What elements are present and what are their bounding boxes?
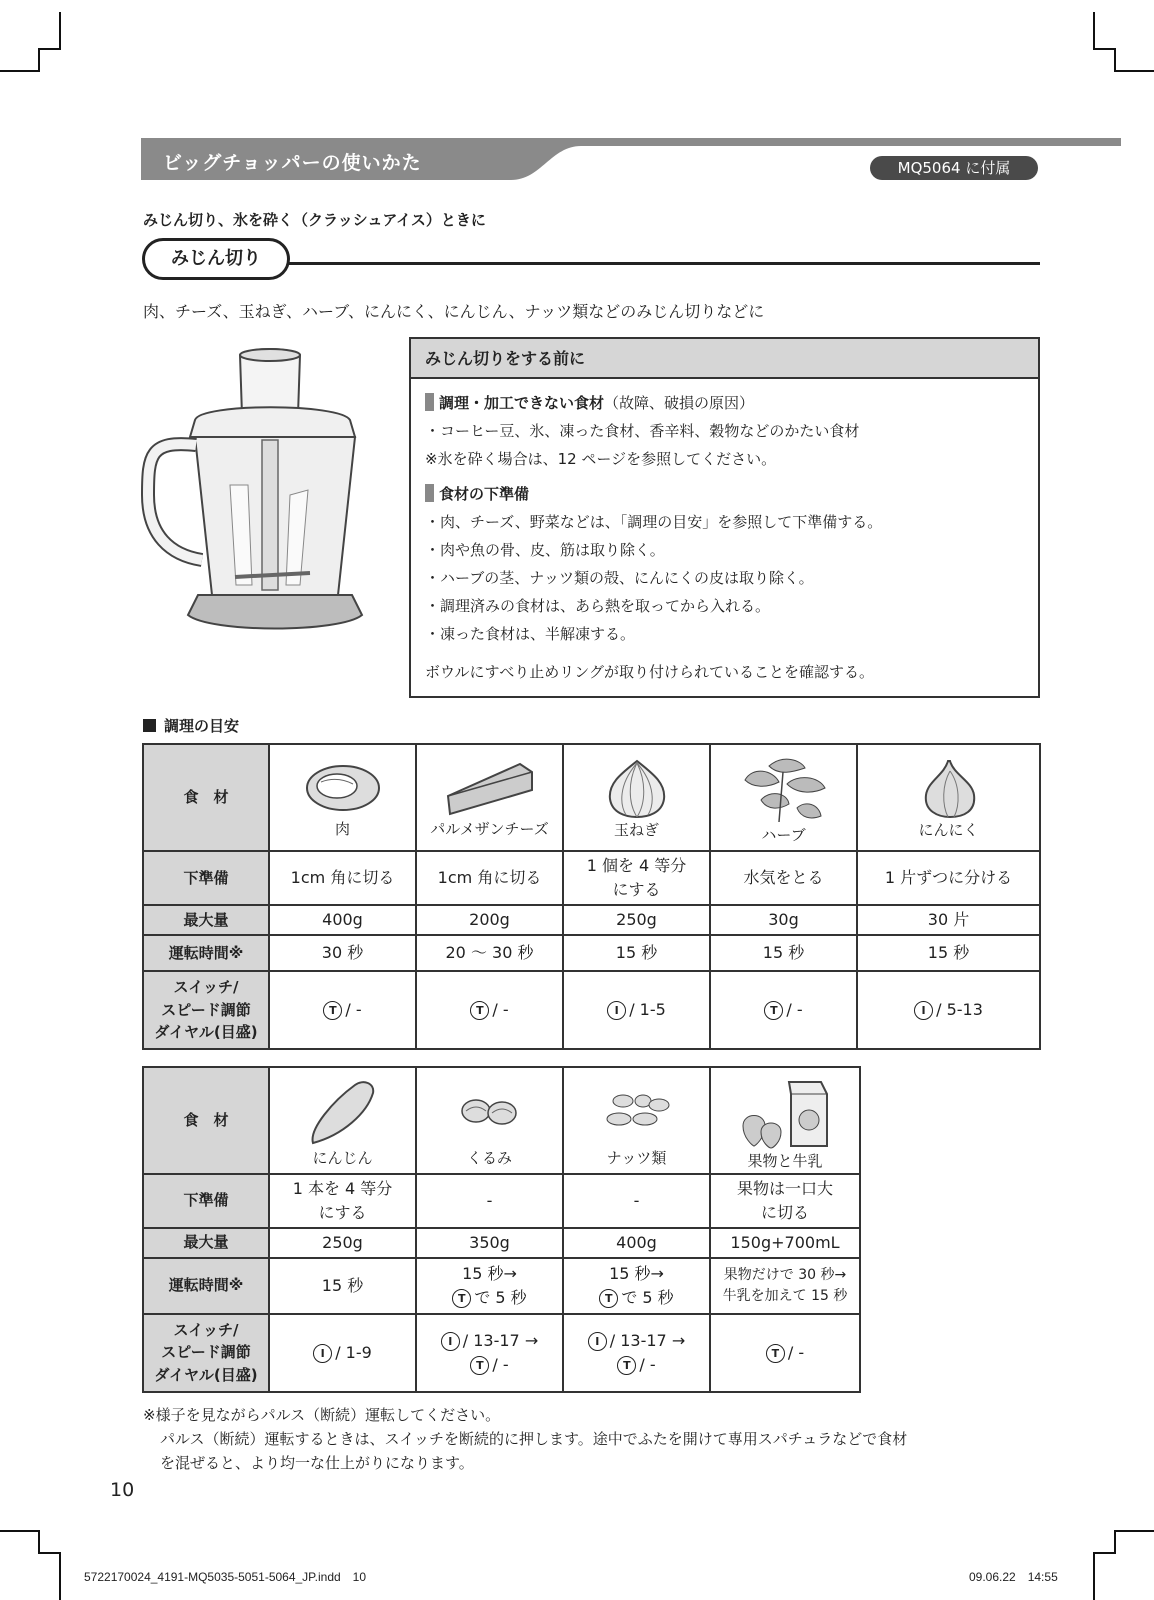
switch-row — [143, 971, 1040, 1049]
crop-mark — [1093, 12, 1095, 48]
prep-text: - — [633, 1190, 640, 1210]
garlic-icon — [914, 757, 984, 819]
row-header: 運転時間※ — [143, 1258, 269, 1314]
max-cell: 200g — [416, 905, 563, 935]
chopper-bowl-illustration — [140, 345, 365, 635]
footnote-line: ※様子を見ながらパルス（断続）運転してください。 — [143, 1406, 501, 1424]
food-row — [143, 744, 1040, 851]
walnut-icon — [450, 1075, 530, 1147]
prep-text: に切る — [760, 1202, 809, 1222]
prep-text: 1 本を 4 等分 — [292, 1178, 393, 1198]
crop-mark — [0, 1530, 38, 1532]
prep-cell — [269, 1174, 416, 1228]
switch-cell — [710, 971, 857, 1049]
prep-text: 1 片ずつに分ける — [884, 868, 1013, 887]
row-header — [143, 971, 269, 1049]
guide-heading-text: 調理の目安 — [164, 717, 240, 735]
row-header-line: スイッチ/ — [173, 978, 239, 997]
food-cell — [269, 1067, 416, 1174]
switch-value: / 13-17 → — [462, 1330, 539, 1350]
switch-value: / 1-9 — [335, 1342, 372, 1362]
prep-text: 1 個を 4 等分 — [586, 856, 687, 875]
row-header-line: ダイヤル(目盛) — [154, 1023, 258, 1042]
crop-mark — [1114, 48, 1116, 72]
switch-value: / 1-5 — [629, 1000, 666, 1019]
max-cell: 350g — [416, 1228, 563, 1258]
page-number: 10 — [110, 1479, 135, 1501]
crop-mark — [1093, 48, 1116, 50]
time-text: 15 秒→ — [462, 1263, 517, 1283]
max-row — [143, 905, 1040, 935]
row-header-line: スイッチ/ — [173, 1320, 239, 1339]
row-header: 食 材 — [143, 1067, 269, 1174]
section-pill: みじん切り — [142, 238, 290, 280]
time-row — [143, 1258, 860, 1314]
turbo-switch-icon: T — [764, 1001, 783, 1020]
time-cell — [416, 1258, 563, 1314]
food-cell — [710, 744, 857, 851]
speed-switch-icon: I — [441, 1332, 460, 1351]
time-cell: 15 秒 — [563, 935, 710, 971]
footnote-line: を混ぜると、より均一な仕上がりになります。 — [160, 1454, 474, 1472]
page-title: ビッグチョッパーの使いかた — [163, 152, 422, 174]
food-name: にんにく — [918, 821, 979, 840]
square-bullet-icon — [143, 719, 156, 732]
crop-mark — [1093, 1552, 1095, 1600]
food-cell — [563, 1067, 710, 1174]
food-cell — [710, 1067, 860, 1174]
herb-icon — [739, 752, 829, 824]
row-header: 下準備 — [143, 1174, 269, 1228]
prep-text: 1cm 角に切る — [437, 868, 542, 887]
food-cell — [563, 744, 710, 851]
prep-text: にする — [612, 880, 661, 899]
turbo-switch-icon: T — [470, 1356, 489, 1375]
prep-cell — [710, 851, 857, 905]
time-text: 15 秒 — [321, 1275, 364, 1295]
crop-mark — [59, 12, 61, 48]
print-slug-file: 5722170024_4191-MQ5035-5051-5064_JP.indd 10 — [84, 1570, 367, 1584]
model-badge: MQ5064 に付属 — [870, 156, 1038, 180]
max-cell: 30 片 — [857, 905, 1040, 935]
switch-value: / 13-17 → — [609, 1330, 686, 1350]
info-line: ・肉や魚の骨、皮、筋は取り除く。 — [425, 541, 665, 559]
food-name: くるみ — [466, 1149, 512, 1167]
switch-cell — [857, 971, 1040, 1049]
switch-value: / - — [492, 1354, 509, 1374]
switch-value: / 5-13 — [936, 1000, 983, 1019]
info-line: ボウルにすべり止めリングが取り付けられていることを確認する。 — [425, 663, 874, 681]
crop-mark — [1114, 1530, 1116, 1552]
switch-value: / - — [787, 1342, 805, 1362]
precautions-title: みじん切りをする前に — [411, 339, 1038, 379]
max-cell: 250g — [563, 905, 710, 935]
crop-mark — [38, 1552, 61, 1554]
footnote-line: パルス（断続）運転するときは、スイッチを断続的に押します。途中でふたを開けて専用スパチュラなどで食材 — [160, 1430, 908, 1448]
fruit-and-milk-icon — [735, 1072, 835, 1150]
switch-cell — [710, 1314, 860, 1392]
guide-table-1 — [142, 743, 1041, 1050]
row-header-line: スピード調節 — [161, 1343, 251, 1362]
max-cell: 30g — [710, 905, 857, 935]
info-line: ・肉、チーズ、野菜などは、「調理の目安」を参照して下準備する。 — [425, 513, 883, 531]
prep-cell — [269, 851, 416, 905]
meat-icon — [303, 758, 383, 818]
time-row — [143, 935, 1040, 971]
prep-heading-text: 食材の下準備 — [439, 485, 530, 503]
time-cell: 15 秒 — [710, 935, 857, 971]
row-header: 運転時間※ — [143, 935, 269, 971]
nuts-icon — [597, 1075, 677, 1147]
prep-cell — [416, 851, 563, 905]
prep-cell — [563, 1174, 710, 1228]
row-header-line: ダイヤル(目盛) — [154, 1365, 258, 1384]
switch-cell — [416, 971, 563, 1049]
turbo-switch-icon: T — [470, 1001, 489, 1020]
switch-cell — [563, 971, 710, 1049]
speed-switch-icon: I — [607, 1001, 626, 1020]
food-name: 果物と牛乳 — [747, 1152, 823, 1170]
section-intro: 肉、チーズ、玉ねぎ、ハーブ、にんにく、にんじん、ナッツ類などのみじん切りなどに — [143, 302, 765, 321]
row-header: 食 材 — [143, 744, 269, 851]
page-subtitle: みじん切り、氷を砕く（クラッシュアイス）ときに — [143, 211, 486, 229]
speed-switch-icon: I — [914, 1001, 933, 1020]
precautions-box — [409, 337, 1040, 698]
crop-mark — [1116, 1530, 1154, 1532]
unsupported-heading-text: 調理・加工できない食材 — [439, 394, 605, 412]
max-cell: 400g — [563, 1228, 710, 1258]
prep-row — [143, 1174, 860, 1228]
food-name: パルメザンチーズ — [430, 820, 549, 839]
time-cell — [710, 1258, 860, 1314]
cheese-icon — [442, 758, 538, 818]
turbo-switch-icon: T — [323, 1001, 342, 1020]
switch-cell — [269, 971, 416, 1049]
guide-table-2 — [142, 1066, 861, 1393]
row-header — [143, 1314, 269, 1392]
turbo-switch-icon: T — [452, 1289, 471, 1308]
turbo-switch-icon: T — [599, 1289, 618, 1308]
food-cell — [416, 1067, 563, 1174]
prep-text: 1cm 角に切る — [290, 868, 395, 887]
max-cell: 150g+700mL — [710, 1228, 860, 1258]
prep-row — [143, 851, 1040, 905]
time-text: で 5 秒 — [474, 1287, 527, 1307]
max-cell: 400g — [269, 905, 416, 935]
crop-mark — [0, 70, 38, 72]
prep-cell — [857, 851, 1040, 905]
food-name: ハーブ — [761, 826, 806, 845]
switch-value: / - — [492, 1000, 509, 1019]
time-text: 15 秒→ — [609, 1263, 664, 1283]
speed-switch-icon: I — [588, 1332, 607, 1351]
row-header: 下準備 — [143, 851, 269, 905]
guide-heading — [143, 715, 239, 736]
crop-mark — [38, 1530, 40, 1552]
food-cell — [857, 744, 1040, 851]
time-cell: 30 秒 — [269, 935, 416, 971]
turbo-switch-icon: T — [766, 1344, 785, 1363]
switch-cell — [563, 1314, 710, 1392]
print-slug-date: 09.06.22 14:55 — [969, 1570, 1058, 1584]
switch-value: / - — [639, 1354, 656, 1374]
turbo-switch-icon: T — [617, 1356, 636, 1375]
info-line: ・調理済みの食材は、あら熱を取ってから入れる。 — [425, 597, 771, 615]
time-text: で 5 秒 — [621, 1287, 674, 1307]
crop-mark — [1093, 1552, 1116, 1554]
unsupported-note: （故障、破損の原因） — [604, 394, 755, 412]
switch-cell — [269, 1314, 416, 1392]
food-row — [143, 1067, 860, 1174]
food-name: にんじん — [312, 1149, 373, 1167]
time-text-line2 — [417, 1286, 562, 1310]
row-header: 最大量 — [143, 1228, 269, 1258]
info-line: ・ハーブの茎、ナッツ類の殻、にんにくの皮は取り除く。 — [425, 569, 814, 587]
time-text: 果物だけで 30 秒→ — [723, 1266, 847, 1283]
food-name: 玉ねぎ — [613, 821, 659, 840]
food-cell — [269, 744, 416, 851]
food-name: ナッツ類 — [606, 1149, 667, 1167]
time-cell: 15 秒 — [857, 935, 1040, 971]
prep-cell — [710, 1174, 860, 1228]
prep-text: にする — [318, 1202, 367, 1222]
unsupported-heading — [425, 392, 754, 413]
switch-cell — [416, 1314, 563, 1392]
prep-cell — [416, 1174, 563, 1228]
time-cell — [269, 1258, 416, 1314]
max-cell: 250g — [269, 1228, 416, 1258]
crop-mark — [38, 48, 61, 50]
switch-value: / - — [345, 1000, 362, 1019]
carrot-icon — [303, 1075, 383, 1147]
crop-mark — [38, 48, 40, 72]
time-text: 牛乳を加えて 15 秒 — [722, 1287, 848, 1304]
time-cell: 20 ～ 30 秒 — [416, 935, 563, 971]
switch-value: / - — [786, 1000, 803, 1019]
prep-text: 水気をとる — [743, 868, 824, 887]
food-name: 肉 — [334, 820, 350, 839]
prep-text: 果物は一口大 — [736, 1178, 833, 1198]
prep-heading — [425, 483, 529, 504]
time-cell — [563, 1258, 710, 1314]
heading-bar — [425, 393, 434, 411]
time-text-line2 — [564, 1286, 709, 1310]
onion-icon — [602, 757, 672, 819]
food-cell — [416, 744, 563, 851]
prep-text: - — [486, 1190, 493, 1210]
switch-row — [143, 1314, 860, 1392]
row-header-line: スピード調節 — [161, 1000, 251, 1019]
row-header: 最大量 — [143, 905, 269, 935]
crop-mark — [59, 1552, 61, 1600]
max-row — [143, 1228, 860, 1258]
info-line: ・凍った食材は、半解凍する。 — [425, 625, 636, 643]
heading-bar — [425, 484, 434, 502]
info-line: ※氷を砕く場合は、12 ページを参照してください。 — [425, 450, 777, 468]
section-rule — [288, 262, 1040, 265]
info-line: ・コーヒー豆、氷、凍った食材、香辛料、穀物などのかたい食材 — [425, 422, 860, 440]
speed-switch-icon: I — [313, 1344, 332, 1363]
prep-cell — [563, 851, 710, 905]
crop-mark — [1116, 70, 1154, 72]
